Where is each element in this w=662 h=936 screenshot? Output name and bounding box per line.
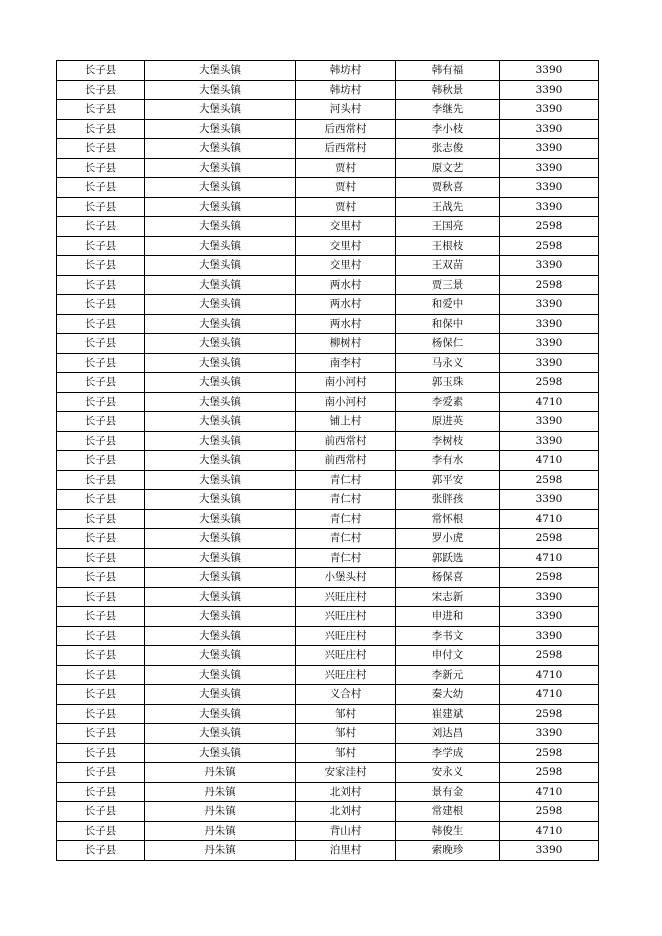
county-cell: 长子县 bbox=[57, 451, 145, 471]
amount-cell: 4710 bbox=[500, 782, 599, 802]
village-cell: 背山村 bbox=[296, 821, 396, 841]
amount-cell: 3390 bbox=[500, 412, 599, 432]
town-cell: 大堡头镇 bbox=[145, 509, 296, 529]
name-cell: 李小枝 bbox=[396, 119, 500, 139]
name-cell: 索晚珍 bbox=[396, 841, 500, 861]
town-cell: 大堡头镇 bbox=[145, 158, 296, 178]
town-cell: 大堡头镇 bbox=[145, 178, 296, 198]
amount-cell: 2598 bbox=[500, 529, 599, 549]
village-cell: 兴旺庄村 bbox=[296, 587, 396, 607]
name-cell: 李书文 bbox=[396, 626, 500, 646]
amount-cell: 4710 bbox=[500, 665, 599, 685]
amount-cell: 3390 bbox=[500, 841, 599, 861]
county-cell: 长子县 bbox=[57, 607, 145, 627]
amount-cell: 2598 bbox=[500, 704, 599, 724]
county-cell: 长子县 bbox=[57, 548, 145, 568]
county-cell: 长子县 bbox=[57, 275, 145, 295]
name-cell: 景有金 bbox=[396, 782, 500, 802]
county-cell: 长子县 bbox=[57, 61, 145, 81]
amount-cell: 4710 bbox=[500, 392, 599, 412]
county-cell: 长子县 bbox=[57, 470, 145, 490]
village-cell: 后西常村 bbox=[296, 119, 396, 139]
county-cell: 长子县 bbox=[57, 353, 145, 373]
table-row bbox=[57, 80, 599, 100]
village-cell: 兴旺庄村 bbox=[296, 607, 396, 627]
town-cell: 大堡头镇 bbox=[145, 626, 296, 646]
county-cell: 长子县 bbox=[57, 412, 145, 432]
name-cell: 李学成 bbox=[396, 743, 500, 763]
county-cell: 长子县 bbox=[57, 373, 145, 393]
table-row bbox=[57, 685, 599, 705]
name-cell: 罗小虎 bbox=[396, 529, 500, 549]
town-cell: 大堡头镇 bbox=[145, 217, 296, 237]
records-table-body bbox=[57, 61, 599, 861]
town-cell: 大堡头镇 bbox=[145, 236, 296, 256]
county-cell: 长子县 bbox=[57, 197, 145, 217]
table-row bbox=[57, 217, 599, 237]
town-cell: 大堡头镇 bbox=[145, 373, 296, 393]
name-cell: 韩有福 bbox=[396, 61, 500, 81]
amount-cell: 4710 bbox=[500, 509, 599, 529]
table-row bbox=[57, 275, 599, 295]
town-cell: 大堡头镇 bbox=[145, 353, 296, 373]
table-row bbox=[57, 704, 599, 724]
amount-cell: 3390 bbox=[500, 197, 599, 217]
table-row bbox=[57, 763, 599, 783]
table-row bbox=[57, 470, 599, 490]
table-row bbox=[57, 782, 599, 802]
amount-cell: 3390 bbox=[500, 295, 599, 315]
county-cell: 长子县 bbox=[57, 119, 145, 139]
town-cell: 大堡头镇 bbox=[145, 275, 296, 295]
table-row bbox=[57, 100, 599, 120]
table-row bbox=[57, 178, 599, 198]
village-cell: 后西常村 bbox=[296, 139, 396, 159]
village-cell: 交里村 bbox=[296, 256, 396, 276]
town-cell: 大堡头镇 bbox=[145, 431, 296, 451]
name-cell: 原文艺 bbox=[396, 158, 500, 178]
village-cell: 青仁村 bbox=[296, 470, 396, 490]
name-cell: 李新元 bbox=[396, 665, 500, 685]
name-cell: 杨保喜 bbox=[396, 568, 500, 588]
amount-cell: 3390 bbox=[500, 314, 599, 334]
village-cell: 安家洼村 bbox=[296, 763, 396, 783]
village-cell: 韩坊村 bbox=[296, 61, 396, 81]
table-row bbox=[57, 295, 599, 315]
name-cell: 申付文 bbox=[396, 646, 500, 666]
name-cell: 申进和 bbox=[396, 607, 500, 627]
name-cell: 原进英 bbox=[396, 412, 500, 432]
town-cell: 大堡头镇 bbox=[145, 665, 296, 685]
table-row bbox=[57, 236, 599, 256]
town-cell: 大堡头镇 bbox=[145, 529, 296, 549]
county-cell: 长子县 bbox=[57, 587, 145, 607]
table-row bbox=[57, 646, 599, 666]
town-cell: 大堡头镇 bbox=[145, 743, 296, 763]
county-cell: 长子县 bbox=[57, 782, 145, 802]
town-cell: 大堡头镇 bbox=[145, 119, 296, 139]
town-cell: 大堡头镇 bbox=[145, 392, 296, 412]
table-row bbox=[57, 373, 599, 393]
town-cell: 大堡头镇 bbox=[145, 568, 296, 588]
town-cell: 大堡头镇 bbox=[145, 548, 296, 568]
amount-cell: 2598 bbox=[500, 217, 599, 237]
village-cell: 南李村 bbox=[296, 353, 396, 373]
table-row bbox=[57, 529, 599, 549]
county-cell: 长子县 bbox=[57, 763, 145, 783]
name-cell: 王根枝 bbox=[396, 236, 500, 256]
county-cell: 长子县 bbox=[57, 490, 145, 510]
table-row bbox=[57, 490, 599, 510]
county-cell: 长子县 bbox=[57, 158, 145, 178]
amount-cell: 2598 bbox=[500, 373, 599, 393]
amount-cell: 2598 bbox=[500, 763, 599, 783]
county-cell: 长子县 bbox=[57, 509, 145, 529]
name-cell: 李爱素 bbox=[396, 392, 500, 412]
name-cell: 李树枝 bbox=[396, 431, 500, 451]
amount-cell: 2598 bbox=[500, 646, 599, 666]
name-cell: 李有水 bbox=[396, 451, 500, 471]
name-cell: 刘达昌 bbox=[396, 724, 500, 744]
name-cell: 王战先 bbox=[396, 197, 500, 217]
village-cell: 青仁村 bbox=[296, 529, 396, 549]
town-cell: 丹朱镇 bbox=[145, 763, 296, 783]
amount-cell: 3390 bbox=[500, 607, 599, 627]
table-row bbox=[57, 821, 599, 841]
county-cell: 长子县 bbox=[57, 821, 145, 841]
amount-cell: 3390 bbox=[500, 626, 599, 646]
name-cell: 马永义 bbox=[396, 353, 500, 373]
village-cell: 北刘村 bbox=[296, 802, 396, 822]
town-cell: 丹朱镇 bbox=[145, 802, 296, 822]
name-cell: 崔建斌 bbox=[396, 704, 500, 724]
town-cell: 大堡头镇 bbox=[145, 61, 296, 81]
village-cell: 青仁村 bbox=[296, 509, 396, 529]
amount-cell: 2598 bbox=[500, 236, 599, 256]
table-row bbox=[57, 119, 599, 139]
county-cell: 长子县 bbox=[57, 529, 145, 549]
name-cell: 常建根 bbox=[396, 802, 500, 822]
name-cell: 张胖孩 bbox=[396, 490, 500, 510]
village-cell: 两水村 bbox=[296, 295, 396, 315]
amount-cell: 2598 bbox=[500, 568, 599, 588]
amount-cell: 3390 bbox=[500, 353, 599, 373]
village-cell: 青仁村 bbox=[296, 490, 396, 510]
name-cell: 韩秋景 bbox=[396, 80, 500, 100]
village-cell: 交里村 bbox=[296, 236, 396, 256]
amount-cell: 3390 bbox=[500, 139, 599, 159]
amount-cell: 4710 bbox=[500, 548, 599, 568]
county-cell: 长子县 bbox=[57, 802, 145, 822]
town-cell: 大堡头镇 bbox=[145, 470, 296, 490]
town-cell: 大堡头镇 bbox=[145, 80, 296, 100]
village-cell: 青仁村 bbox=[296, 548, 396, 568]
village-cell: 两水村 bbox=[296, 275, 396, 295]
town-cell: 大堡头镇 bbox=[145, 587, 296, 607]
town-cell: 大堡头镇 bbox=[145, 646, 296, 666]
town-cell: 丹朱镇 bbox=[145, 782, 296, 802]
county-cell: 长子县 bbox=[57, 139, 145, 159]
village-cell: 小堡头村 bbox=[296, 568, 396, 588]
village-cell: 韩坊村 bbox=[296, 80, 396, 100]
table-row bbox=[57, 509, 599, 529]
village-cell: 柳树村 bbox=[296, 334, 396, 354]
amount-cell: 3390 bbox=[500, 80, 599, 100]
table-row bbox=[57, 158, 599, 178]
name-cell: 郭跃选 bbox=[396, 548, 500, 568]
table-row bbox=[57, 256, 599, 276]
amount-cell: 3390 bbox=[500, 178, 599, 198]
town-cell: 大堡头镇 bbox=[145, 704, 296, 724]
amount-cell: 4710 bbox=[500, 821, 599, 841]
village-cell: 邹村 bbox=[296, 743, 396, 763]
village-cell: 贾村 bbox=[296, 178, 396, 198]
table-row bbox=[57, 665, 599, 685]
county-cell: 长子县 bbox=[57, 256, 145, 276]
village-cell: 邹村 bbox=[296, 704, 396, 724]
table-row bbox=[57, 431, 599, 451]
name-cell: 杨保仁 bbox=[396, 334, 500, 354]
table-row bbox=[57, 841, 599, 861]
village-cell: 贾村 bbox=[296, 158, 396, 178]
town-cell: 大堡头镇 bbox=[145, 607, 296, 627]
town-cell: 大堡头镇 bbox=[145, 490, 296, 510]
village-cell: 两水村 bbox=[296, 314, 396, 334]
amount-cell: 2598 bbox=[500, 802, 599, 822]
name-cell: 李继先 bbox=[396, 100, 500, 120]
town-cell: 大堡头镇 bbox=[145, 139, 296, 159]
name-cell: 宋志新 bbox=[396, 587, 500, 607]
county-cell: 长子县 bbox=[57, 743, 145, 763]
table-row bbox=[57, 802, 599, 822]
table-row bbox=[57, 607, 599, 627]
amount-cell: 3390 bbox=[500, 334, 599, 354]
amount-cell: 3390 bbox=[500, 119, 599, 139]
name-cell: 郭平安 bbox=[396, 470, 500, 490]
village-cell: 交里村 bbox=[296, 217, 396, 237]
county-cell: 长子县 bbox=[57, 217, 145, 237]
name-cell: 张志俊 bbox=[396, 139, 500, 159]
village-cell: 前西常村 bbox=[296, 451, 396, 471]
town-cell: 大堡头镇 bbox=[145, 100, 296, 120]
county-cell: 长子县 bbox=[57, 568, 145, 588]
name-cell: 王双苗 bbox=[396, 256, 500, 276]
village-cell: 兴旺庄村 bbox=[296, 626, 396, 646]
county-cell: 长子县 bbox=[57, 685, 145, 705]
county-cell: 长子县 bbox=[57, 236, 145, 256]
table-row bbox=[57, 568, 599, 588]
county-cell: 长子县 bbox=[57, 665, 145, 685]
county-cell: 长子县 bbox=[57, 704, 145, 724]
county-cell: 长子县 bbox=[57, 841, 145, 861]
amount-cell: 3390 bbox=[500, 61, 599, 81]
amount-cell: 3390 bbox=[500, 724, 599, 744]
name-cell: 安永义 bbox=[396, 763, 500, 783]
amount-cell: 2598 bbox=[500, 275, 599, 295]
amount-cell: 3390 bbox=[500, 256, 599, 276]
county-cell: 长子县 bbox=[57, 431, 145, 451]
town-cell: 大堡头镇 bbox=[145, 197, 296, 217]
village-cell: 邹村 bbox=[296, 724, 396, 744]
village-cell: 北刘村 bbox=[296, 782, 396, 802]
village-cell: 兴旺庄村 bbox=[296, 665, 396, 685]
table-row bbox=[57, 334, 599, 354]
county-cell: 长子县 bbox=[57, 334, 145, 354]
amount-cell: 2598 bbox=[500, 470, 599, 490]
county-cell: 长子县 bbox=[57, 178, 145, 198]
name-cell: 和保中 bbox=[396, 314, 500, 334]
table-row bbox=[57, 451, 599, 471]
county-cell: 长子县 bbox=[57, 392, 145, 412]
town-cell: 丹朱镇 bbox=[145, 821, 296, 841]
village-cell: 义合村 bbox=[296, 685, 396, 705]
name-cell: 王国亮 bbox=[396, 217, 500, 237]
town-cell: 大堡头镇 bbox=[145, 685, 296, 705]
table-row bbox=[57, 548, 599, 568]
table-row bbox=[57, 743, 599, 763]
village-cell: 前西常村 bbox=[296, 431, 396, 451]
name-cell: 郭玉珠 bbox=[396, 373, 500, 393]
amount-cell: 3390 bbox=[500, 490, 599, 510]
town-cell: 丹朱镇 bbox=[145, 841, 296, 861]
name-cell: 韩俊生 bbox=[396, 821, 500, 841]
table-row bbox=[57, 139, 599, 159]
table-row bbox=[57, 724, 599, 744]
table-row bbox=[57, 353, 599, 373]
records-table bbox=[56, 60, 599, 861]
town-cell: 大堡头镇 bbox=[145, 314, 296, 334]
village-cell: 河头村 bbox=[296, 100, 396, 120]
amount-cell: 3390 bbox=[500, 431, 599, 451]
amount-cell: 3390 bbox=[500, 587, 599, 607]
name-cell: 贾三景 bbox=[396, 275, 500, 295]
table-row bbox=[57, 587, 599, 607]
county-cell: 长子县 bbox=[57, 314, 145, 334]
town-cell: 大堡头镇 bbox=[145, 256, 296, 276]
town-cell: 大堡头镇 bbox=[145, 412, 296, 432]
name-cell: 秦大幼 bbox=[396, 685, 500, 705]
name-cell: 和爱中 bbox=[396, 295, 500, 315]
name-cell: 常怀根 bbox=[396, 509, 500, 529]
table-row bbox=[57, 314, 599, 334]
amount-cell: 3390 bbox=[500, 158, 599, 178]
town-cell: 大堡头镇 bbox=[145, 724, 296, 744]
village-cell: 铺上村 bbox=[296, 412, 396, 432]
village-cell: 兴旺庄村 bbox=[296, 646, 396, 666]
village-cell: 南小河村 bbox=[296, 392, 396, 412]
amount-cell: 4710 bbox=[500, 685, 599, 705]
county-cell: 长子县 bbox=[57, 724, 145, 744]
village-cell: 贾村 bbox=[296, 197, 396, 217]
town-cell: 大堡头镇 bbox=[145, 295, 296, 315]
village-cell: 南小河村 bbox=[296, 373, 396, 393]
county-cell: 长子县 bbox=[57, 80, 145, 100]
amount-cell: 2598 bbox=[500, 743, 599, 763]
table-row bbox=[57, 61, 599, 81]
name-cell: 贾秋喜 bbox=[396, 178, 500, 198]
county-cell: 长子县 bbox=[57, 646, 145, 666]
village-cell: 泊里村 bbox=[296, 841, 396, 861]
county-cell: 长子县 bbox=[57, 626, 145, 646]
table-row bbox=[57, 392, 599, 412]
table-row bbox=[57, 412, 599, 432]
amount-cell: 3390 bbox=[500, 100, 599, 120]
county-cell: 长子县 bbox=[57, 100, 145, 120]
town-cell: 大堡头镇 bbox=[145, 451, 296, 471]
town-cell: 大堡头镇 bbox=[145, 334, 296, 354]
table-row bbox=[57, 626, 599, 646]
amount-cell: 4710 bbox=[500, 451, 599, 471]
table-row bbox=[57, 197, 599, 217]
county-cell: 长子县 bbox=[57, 295, 145, 315]
